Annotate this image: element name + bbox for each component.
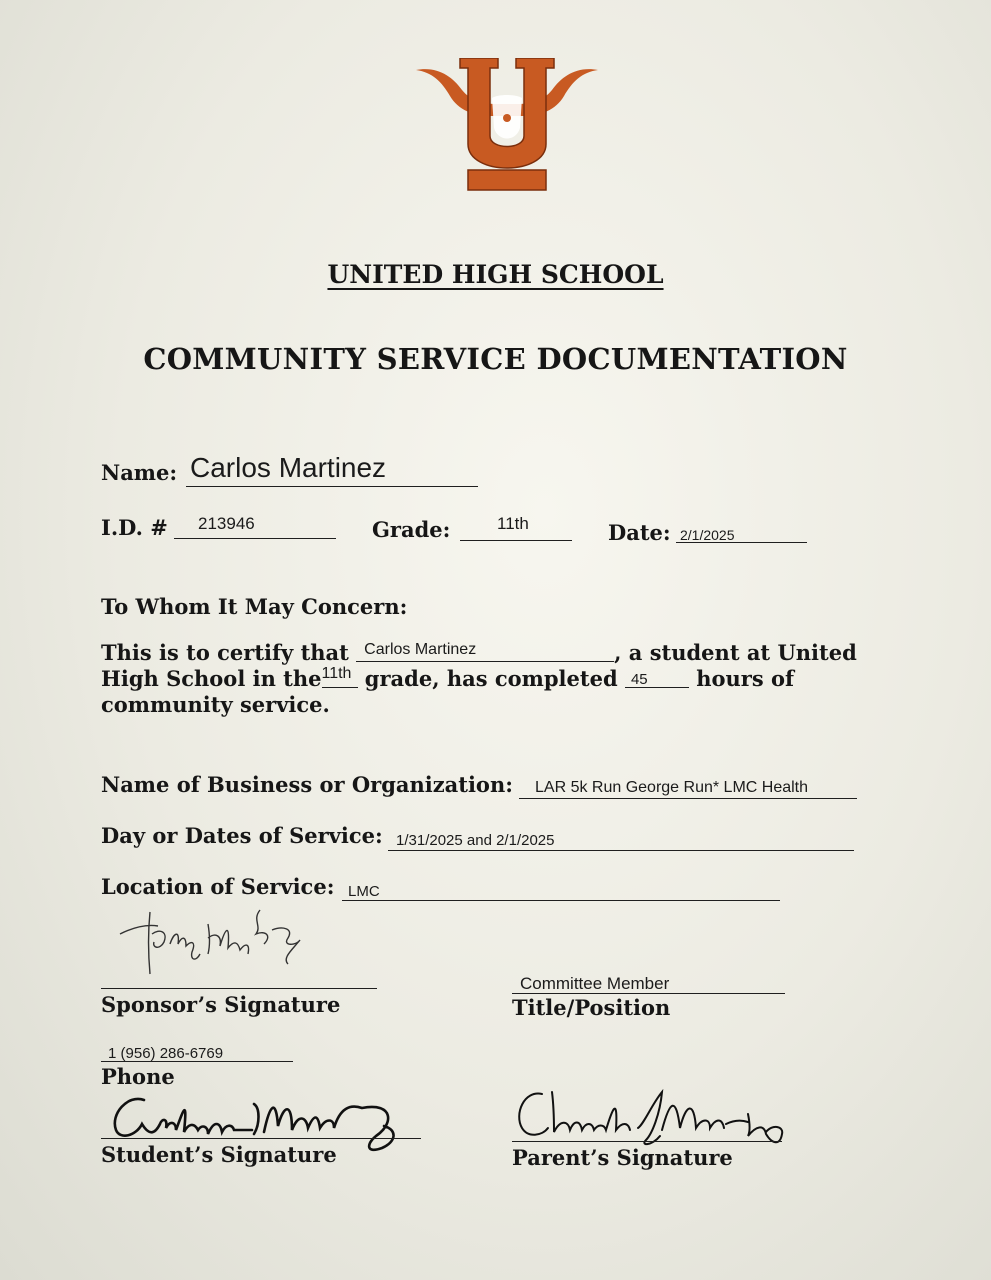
grade-blank xyxy=(322,667,358,688)
name-label: Name: xyxy=(101,460,178,485)
longhorn-logo-icon xyxy=(412,58,602,198)
name-line xyxy=(186,486,478,487)
grade-line xyxy=(460,540,572,541)
student-signature-label: Student’s Signature xyxy=(101,1142,337,1167)
id-value: 213946 xyxy=(198,514,255,533)
date-value: 2/1/2025 xyxy=(680,527,735,543)
sponsor-signature-label: Sponsor’s Signature xyxy=(101,992,341,1017)
service-dates-value: 1/31/2025 and 2/1/2025 xyxy=(396,832,555,849)
id-line xyxy=(174,538,336,539)
grade-inline-value: 11th xyxy=(321,665,352,682)
title-position-value: Committee Member xyxy=(520,974,670,993)
location-line xyxy=(342,900,780,901)
certify-line-3: community service. xyxy=(101,692,330,717)
student-name-blank xyxy=(356,641,614,662)
phone-label: Phone xyxy=(101,1064,175,1089)
location-label: Location of Service: xyxy=(101,874,335,899)
hours-blank xyxy=(625,667,689,688)
grade-label: Grade: xyxy=(372,517,451,542)
name-value: Carlos Martinez xyxy=(190,452,387,483)
organization-value: LAR 5k Run George Run* LMC Health xyxy=(535,779,809,796)
school-name: UNITED HIGH SCHOOL xyxy=(327,260,664,289)
organization-label: Name of Business or Organization: xyxy=(101,772,513,797)
certification-paragraph xyxy=(101,640,861,718)
student-signature-line xyxy=(101,1138,421,1139)
parent-signature-label: Parent’s Signature xyxy=(512,1145,733,1170)
id-label: I.D. # xyxy=(101,515,168,540)
service-dates-line xyxy=(388,850,854,851)
phone-value: 1 (956) 286-6769 xyxy=(108,1045,224,1062)
certify-line-1: This is to certify that Carlos Martinez , a student at United xyxy=(101,640,861,666)
grade-value: 11th xyxy=(497,514,529,533)
date-label: Date: xyxy=(608,520,671,545)
page-title: COMMUNITY SERVICE DOCUMENTATION xyxy=(143,342,848,376)
sponsor-signature-line xyxy=(101,988,377,989)
service-dates-label: Day or Dates of Service: xyxy=(101,823,383,848)
student-name-value: Carlos Martinez xyxy=(364,641,477,658)
hours-value: 45 xyxy=(630,671,648,688)
title-position-label: Title/Position xyxy=(512,995,671,1020)
certify-line-2: High School in the 11th grade, has completed 45 hours of xyxy=(101,666,861,692)
parent-signature-line xyxy=(512,1141,782,1142)
sponsor-signature-icon xyxy=(112,902,312,980)
organization-line xyxy=(519,798,857,799)
location-value: LMC xyxy=(348,883,380,900)
greeting: To Whom It May Concern: xyxy=(101,594,408,619)
